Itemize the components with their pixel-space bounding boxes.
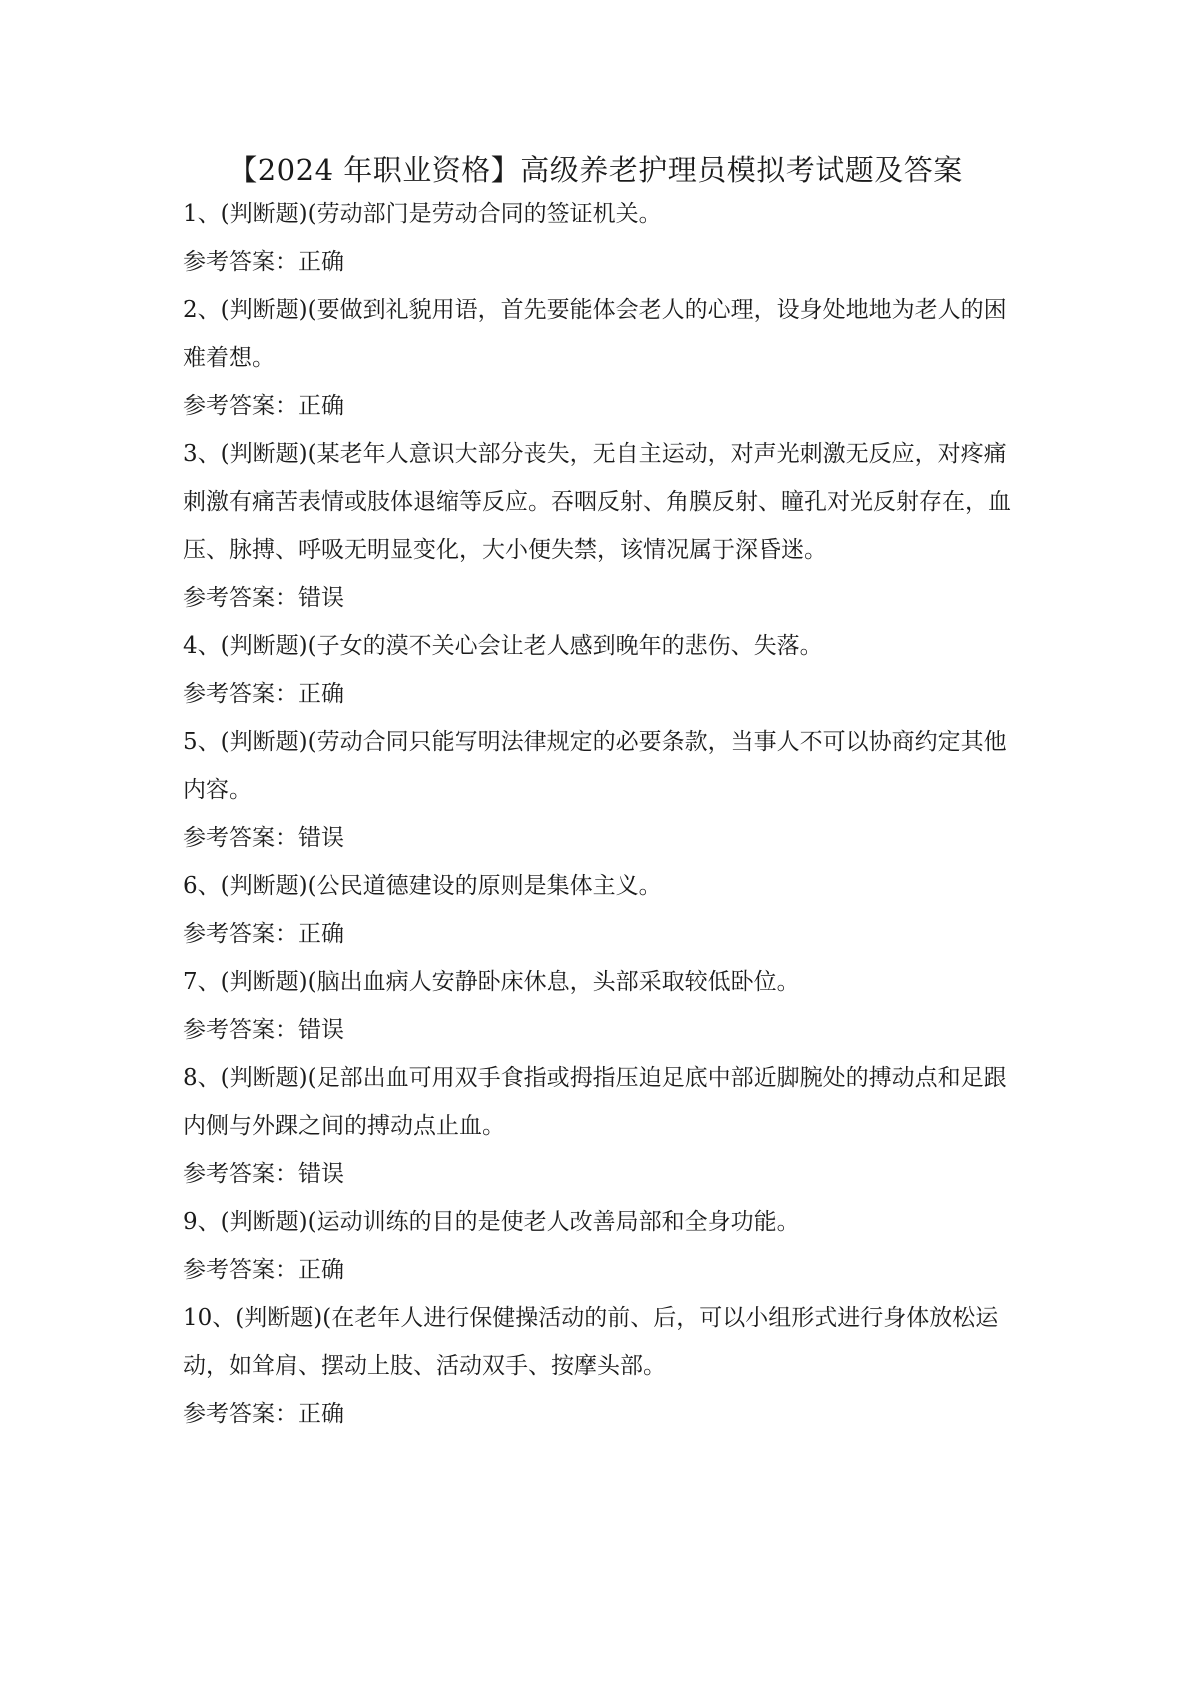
question-number: 10、	[183, 1305, 236, 1331]
answer-label: 参考答案：	[183, 585, 298, 611]
answer-line	[183, 238, 1023, 286]
answer-label: 参考答案：	[183, 921, 298, 947]
question-item	[183, 958, 1023, 1054]
question-item	[183, 718, 1023, 862]
question-type: (判断题)	[235, 1305, 323, 1331]
answer-value: 错误	[298, 585, 344, 611]
question-number: 2、	[183, 297, 221, 323]
question-text	[183, 190, 1023, 238]
question-type: (判断题)	[220, 441, 308, 467]
answer-line	[183, 382, 1023, 430]
question-text	[183, 286, 1023, 382]
question-number: 7、	[183, 969, 221, 995]
answer-line	[183, 1006, 1023, 1054]
question-text	[183, 718, 1023, 814]
answer-label: 参考答案：	[183, 393, 298, 419]
question-body: (公民道德建设的原则是集体主义。	[307, 873, 662, 899]
question-type: (判断题)	[220, 201, 308, 227]
question-body: (劳动合同只能写明法律规定的必要条款，当事人不可以协商约定其他内容。	[183, 729, 1007, 803]
question-item	[183, 622, 1023, 718]
answer-label: 参考答案：	[183, 1017, 298, 1043]
answer-label: 参考答案：	[183, 1257, 298, 1283]
question-item	[183, 286, 1023, 430]
question-body: (子女的漠不关心会让老人感到晚年的悲伤、失落。	[307, 633, 823, 659]
answer-label: 参考答案：	[183, 1161, 298, 1187]
answer-value: 正确	[298, 921, 344, 947]
answer-label: 参考答案：	[183, 681, 298, 707]
question-type: (判断题)	[220, 1209, 308, 1235]
answer-value: 正确	[298, 249, 344, 275]
answer-value: 正确	[298, 681, 344, 707]
question-text	[183, 862, 1023, 910]
question-number: 6、	[183, 873, 221, 899]
question-number: 9、	[183, 1209, 221, 1235]
question-body: (足部出血可用双手食指或拇指压迫足底中部近脚腕处的搏动点和足跟内侧与外踝之间的搏动点止血。	[183, 1065, 1007, 1139]
question-number: 5、	[183, 729, 221, 755]
question-text	[183, 1294, 1023, 1390]
question-body: (脑出血病人安静卧床休息，头部采取较低卧位。	[307, 969, 800, 995]
question-body: (在老年人进行保健操活动的前、后，可以小组形式进行身体放松运动，如耸肩、摆动上肢、活动双手、按摩头部。	[183, 1305, 999, 1379]
question-body: (要做到礼貌用语，首先要能体会老人的心理，设身处地地为老人的困难着想。	[183, 297, 1007, 371]
question-body: (运动训练的目的是使老人改善局部和全身功能。	[307, 1209, 800, 1235]
question-text	[183, 430, 1023, 574]
answer-line	[183, 574, 1023, 622]
answer-value: 正确	[298, 1401, 344, 1427]
page-title: 【2024 年职业资格】高级养老护理员模拟考试题及答案	[228, 153, 963, 187]
answer-line	[183, 1246, 1023, 1294]
answer-label: 参考答案：	[183, 1401, 298, 1427]
question-type: (判断题)	[220, 873, 308, 899]
question-type: (判断题)	[220, 729, 308, 755]
question-body: (劳动部门是劳动合同的签证机关。	[307, 201, 662, 227]
answer-line	[183, 670, 1023, 718]
question-type: (判断题)	[220, 969, 308, 995]
answer-value: 错误	[298, 1161, 344, 1187]
question-text	[183, 622, 1023, 670]
question-number: 4、	[183, 633, 221, 659]
answer-label: 参考答案：	[183, 825, 298, 851]
question-text	[183, 958, 1023, 1006]
question-number: 8、	[183, 1065, 221, 1091]
answer-value: 正确	[298, 1257, 344, 1283]
question-item	[183, 430, 1023, 622]
answer-value: 错误	[298, 1017, 344, 1043]
question-item	[183, 1198, 1023, 1294]
question-item	[183, 1294, 1023, 1438]
answer-line	[183, 1150, 1023, 1198]
answer-line	[183, 1390, 1023, 1438]
question-text	[183, 1198, 1023, 1246]
question-type: (判断题)	[220, 633, 308, 659]
answer-line	[183, 814, 1023, 862]
question-type: (判断题)	[220, 1065, 308, 1091]
question-text	[183, 1054, 1023, 1150]
answer-label: 参考答案：	[183, 249, 298, 275]
question-number: 3、	[183, 441, 221, 467]
question-number: 1、	[183, 201, 221, 227]
question-item	[183, 190, 1023, 286]
question-item	[183, 1054, 1023, 1198]
answer-line	[183, 910, 1023, 958]
question-body: (某老年人意识大部分丧失，无自主运动，对声光刺激无反应，对疼痛刺激有痛苦表情或肢体退缩等反应。吞咽反射、角膜反射、瞳孔对光反射存在，血压、脉搏、呼吸无明显变化，大小便失禁，该情况属于深昏迷。	[183, 441, 1011, 563]
answer-value: 正确	[298, 393, 344, 419]
answer-value: 错误	[298, 825, 344, 851]
question-list	[183, 190, 1023, 1438]
question-item	[183, 862, 1023, 958]
question-type: (判断题)	[220, 297, 308, 323]
